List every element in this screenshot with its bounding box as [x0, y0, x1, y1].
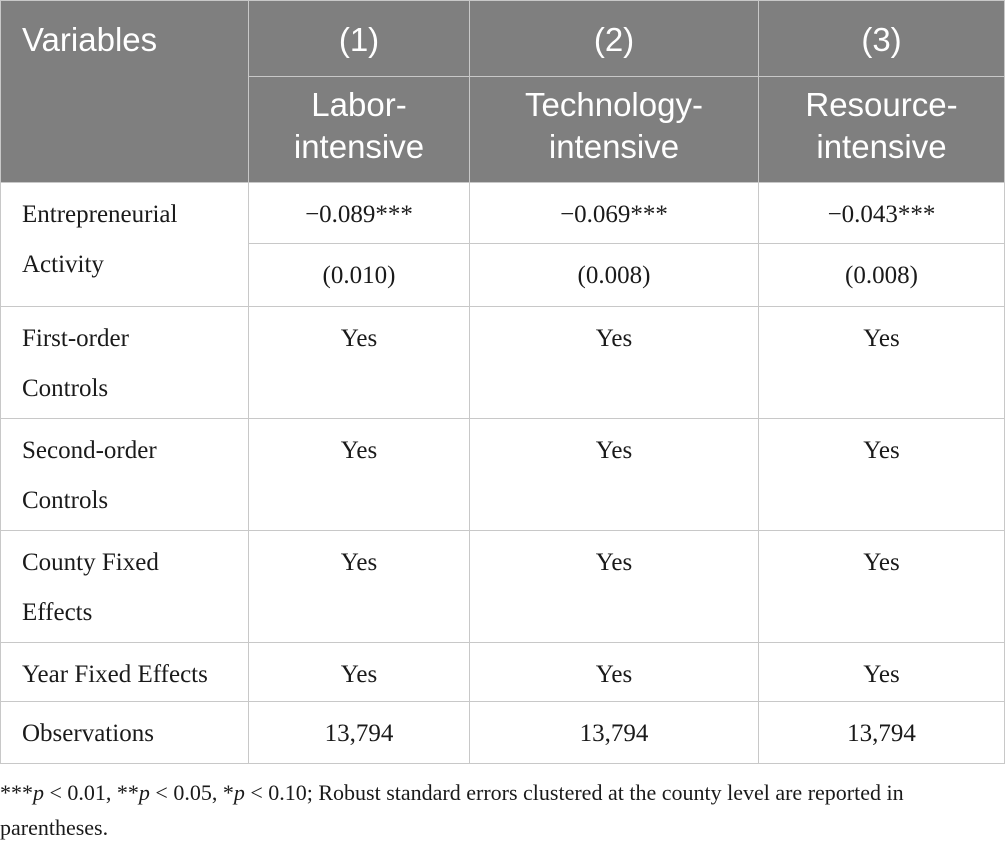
row-label-county-fe-line2: Effects	[22, 599, 93, 626]
cell-year-fe-3: Yes	[759, 643, 1005, 702]
cell-se-1: (0.010)	[249, 244, 470, 307]
header-col-3-label-line1: Resource-	[805, 86, 958, 123]
cell-second-order-2: Yes	[470, 419, 759, 531]
cell-observations-1: 13,794	[249, 702, 470, 764]
header-col-1-number: (1)	[249, 1, 470, 77]
row-label-year-fe: Year Fixed Effects	[1, 643, 249, 702]
row-label-observations: Observations	[1, 702, 249, 764]
cell-coef-3: −0.043***	[759, 183, 1005, 244]
row-label-entrepreneurial	[1, 183, 249, 307]
table-row-entrepreneurial-coef	[1, 183, 1005, 244]
header-col-2-label-line1: Technology-	[525, 86, 703, 123]
cell-first-order-3: Yes	[759, 307, 1005, 419]
cell-se-3: (0.008)	[759, 244, 1005, 307]
row-label-first-order-line2: Controls	[22, 375, 109, 402]
footnote-p-2: p	[138, 780, 150, 805]
table-row-first-order	[1, 307, 1005, 419]
header-col-3-label-line2: intensive	[816, 128, 947, 165]
row-label-county-fe	[1, 531, 249, 643]
footnote-threshold-1: < 0.01,	[44, 780, 117, 805]
cell-year-fe-1: Yes	[249, 643, 470, 702]
table-body	[1, 183, 1005, 764]
table-row-county-fe	[1, 531, 1005, 643]
header-col-2-label-line2: intensive	[548, 128, 680, 165]
cell-coef-1: −0.089***	[249, 183, 470, 244]
header-col-1-label-line1: Labor-	[311, 86, 407, 123]
header-variables-label: Variables	[22, 21, 158, 58]
cell-first-order-2: Yes	[470, 307, 759, 419]
row-label-second-order-line1: Second-order	[22, 437, 157, 464]
row-label-second-order	[1, 419, 249, 531]
header-col-2-label	[470, 77, 759, 183]
cell-observations-3: 13,794	[759, 702, 1005, 764]
table-row-second-order	[1, 419, 1005, 531]
row-label-entrepreneurial-line2: Activity	[22, 251, 104, 278]
cell-first-order-1: Yes	[249, 307, 470, 419]
header-col-1-label	[249, 77, 470, 183]
cell-second-order-3: Yes	[759, 419, 1005, 531]
cell-county-fe-1: Yes	[249, 531, 470, 643]
row-label-first-order-line1: First-order	[22, 325, 129, 352]
header-variables	[1, 1, 249, 183]
header-col-1-label-line2: intensive	[293, 128, 425, 165]
header-row-numbers	[1, 1, 1005, 77]
cell-year-fe-2: Yes	[470, 643, 759, 702]
table-footnote	[0, 775, 1000, 845]
footnote-p-3: p	[233, 780, 245, 805]
table-row-year-fe	[1, 643, 1005, 702]
table-row-observations	[1, 702, 1005, 764]
cell-county-fe-2: Yes	[470, 531, 759, 643]
header-col-3-number: (3)	[759, 1, 1005, 77]
footnote-stars-1: ***	[0, 780, 33, 805]
row-label-entrepreneurial-line1: Entrepreneurial	[22, 201, 178, 228]
cell-county-fe-3: Yes	[759, 531, 1005, 643]
footnote-p-1: p	[33, 780, 44, 805]
footnote-stars-3: *	[222, 780, 234, 805]
table-header	[1, 1, 1005, 183]
header-col-3-label	[759, 77, 1005, 183]
cell-se-2: (0.008)	[470, 244, 759, 307]
footnote-threshold-2: < 0.05,	[149, 780, 223, 805]
row-label-first-order	[1, 307, 249, 419]
row-label-county-fe-line1: County Fixed	[22, 549, 159, 576]
cell-second-order-1: Yes	[249, 419, 470, 531]
row-label-second-order-line2: Controls	[22, 487, 109, 514]
header-col-2-number: (2)	[470, 1, 759, 77]
cell-observations-2: 13,794	[470, 702, 759, 764]
cell-coef-2: −0.069***	[470, 183, 759, 244]
footnote-threshold-3: < 0.10; Robust standard errors clustered at the county level are reported in parentheses.	[0, 780, 904, 840]
footnote-stars-2: **	[116, 780, 139, 805]
